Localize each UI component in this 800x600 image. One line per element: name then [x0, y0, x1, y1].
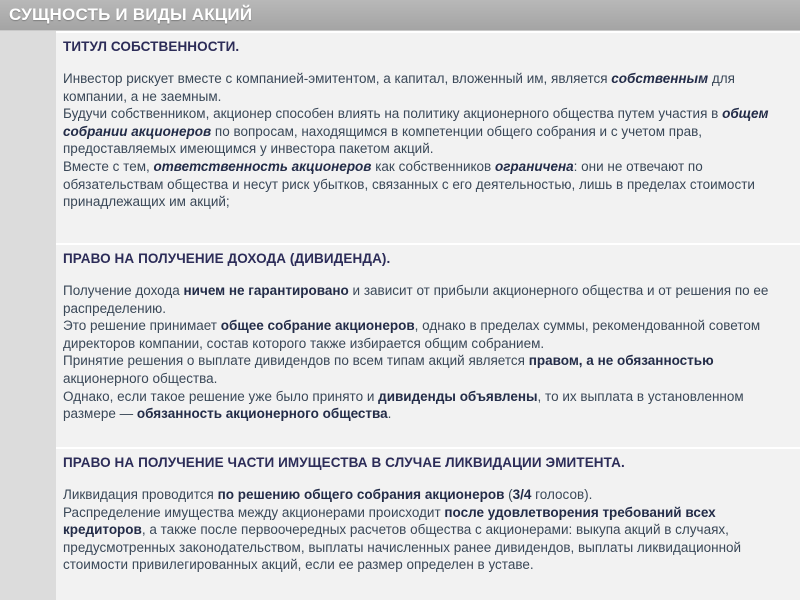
slide-title: СУЩНОСТЬ И ВИДЫ АКЦИЙ	[9, 5, 253, 24]
paragraph	[63, 105, 800, 158]
text-run: Получение дохода	[63, 283, 184, 298]
emphasis-text: ограничена	[494, 158, 574, 174]
text-run: по вопросам, находящимся в компетенции общего собрания и с учетом прав, предоставляемых имеющимся у инвестора пакетом акций.	[63, 123, 703, 157]
text-run: .	[387, 406, 392, 422]
text-run: , а также после первоочередных расчетов общества с акционерами: выкупа акций в случаях, предусмотренных законодательством, выплаты начисленных ранее дивидендов, выплаты ликвидационной стоимости привилегированных акций, если ее размер определен в уставе.	[63, 522, 742, 573]
emphasis-text: ответственность акционеров	[153, 158, 372, 174]
text-run: Будучи собственником, акционер способен влиять на политику акционерного общества путем участия в	[63, 106, 723, 122]
bold-text: обязанность акционерного общества	[136, 406, 388, 422]
paragraph	[63, 486, 800, 504]
emphasis-text: общем собрании акционеров	[63, 106, 769, 139]
paragraph	[63, 388, 800, 423]
section-heading: ПРАВО НА ПОЛУЧЕНИЕ ДОХОДА (ДИВИДЕНДА).	[63, 251, 391, 266]
text-run: , то их выплата в установленном размере —	[63, 388, 744, 422]
bold-text: ничем не гарантировано	[183, 283, 349, 298]
bold-text: общее собрание акционеров	[220, 318, 415, 334]
section-ownership-title	[56, 33, 800, 243]
section-heading: ПРАВО НА ПОЛУЧЕНИЕ ЧАСТИ ИМУЩЕСТВА В СЛУЧАЕ ЛИКВИДАЦИИ ЭМИТЕНТА.	[63, 455, 625, 470]
text-run: голосов).	[531, 487, 593, 502]
text-run: Инвестор рискует вместе с компанией-эмитентом, а капитал, вложенный им, является	[63, 71, 612, 86]
text-run: акционерного общества.	[63, 370, 218, 386]
paragraph	[63, 317, 800, 352]
text-run: : они не отвечают по обязательствам общества и несут риск убытков, связанных с его деятельностью, лишь в пределах стоимости принадлежащих им акций;	[63, 158, 755, 210]
bold-text: 3/4	[512, 487, 532, 502]
text-run: (	[504, 487, 513, 502]
paragraph	[63, 158, 800, 211]
section-heading: ТИТУЛ СОБСТВЕННОСТИ.	[63, 39, 240, 54]
text-run: Ликвидация проводится	[63, 487, 218, 502]
text-run: и зависит от прибыли акционерного общества и от решения по ее распределению.	[63, 283, 769, 316]
bold-text: правом, а не обязанностью	[528, 353, 714, 369]
slide-title-bar	[0, 0, 800, 30]
paragraph	[63, 70, 800, 105]
paragraph	[63, 352, 800, 387]
text-run: , однако в пределах суммы, рекомендованной советом директоров компании, состав которого также избирается общим собранием.	[63, 318, 761, 351]
section-dividend-right	[56, 245, 800, 447]
paragraph	[63, 282, 800, 317]
text-run: как собственников	[371, 158, 495, 174]
bold-text: по решению общего собрания акционеров	[217, 487, 505, 502]
paragraph	[63, 504, 800, 574]
section-liquidation-right	[56, 449, 800, 600]
text-run: для компании, а не заемным.	[63, 71, 735, 104]
emphasis-text: собственным	[611, 71, 709, 86]
text-run: Распределение имущества между акционерами происходит	[63, 504, 445, 520]
bold-text: после удовлетворения требований всех кредиторов	[63, 504, 716, 538]
text-run: Это решение принимает	[63, 318, 221, 334]
text-run: Вместе с тем,	[63, 158, 154, 174]
bold-text: дивиденды объявлены	[378, 388, 538, 404]
text-run: Принятие решения о выплате дивидендов по всем типам акций является	[63, 353, 529, 369]
text-run: Однако, если такое решение уже было принято и	[63, 388, 379, 404]
